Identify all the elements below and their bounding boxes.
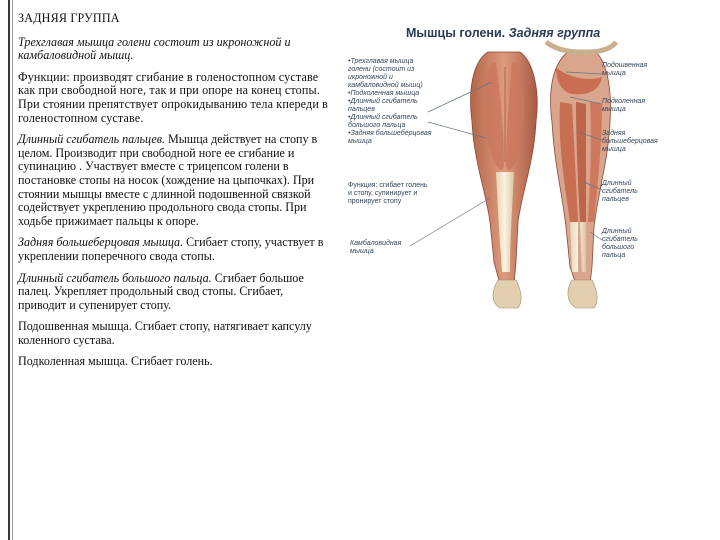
flexor-digitorum-paragraph [18, 133, 330, 228]
label-flexor-digitorum-longus: Длинный сгибатель пальцев [602, 180, 638, 203]
flexor-hallucis-desc: Сгибает большое палец. Укрепляет продольный свод стопы. Сгибает, приводит и супенирует стопу. [18, 270, 304, 312]
figure-title: Мышцы голени. Задняя группа [406, 26, 601, 40]
label-function: Функция: сгибает голень и стопу, супинирует и пронирует стопу [348, 182, 428, 205]
label-soleus: Камбаловидная мышца [350, 240, 402, 255]
triceps-paragraph: Трехглавая мышца голени состоит из икроножной и камбаловидной мышц. [18, 34, 291, 63]
flexor-hallucis-paragraph [18, 272, 330, 313]
left-border-rule-thin [12, 0, 13, 540]
left-leg-gastrocnemius [471, 52, 538, 308]
anatomy-figure [340, 22, 658, 322]
text-column [18, 12, 330, 377]
label-triceps-list: •Трехглавая мышца голени (состоит из икроножной и камбаловидной мышц) •Подколенная мышца •Длинный сгибатель пальцев •Длинный сгибатель большого пальца •Задняя большеберцовая мышца [348, 58, 432, 145]
label-flexor-hallucis-longus: Длинный сгибатель большого пальца [602, 228, 638, 259]
label-tibialis-posterior: Задняя большеберцовая мышца [602, 130, 658, 153]
popliteus-paragraph: Подколенная мышца. Сгибает голень. [18, 354, 213, 369]
label-plantaris: Подошвенная мышца [602, 62, 648, 77]
slide-heading: ЗАДНЯЯ ГРУППА [18, 11, 120, 25]
label-popliteus: Подколенная мышца [602, 98, 646, 113]
tibialis-desc: Сгибает стопу, участвует в укреплении поперечного свода стопы. [18, 235, 324, 263]
plantaris-paragraph: Подошвенная мышца. Сгибает стопу, натягивает капсулу коленного сустава. [18, 319, 312, 347]
left-border-rule [8, 0, 10, 540]
flexor-digitorum-name: Длинный сгибатель пальцев. [18, 132, 165, 147]
flexor-hallucis-name: Длинный сгибатель большого пальца. [18, 270, 212, 285]
functions-paragraph: Функции: производят сгибание в голеностопном суставе как при свободной ноге, так и при опоре на конец стопы. При стоянии препятствует опрокидыванию тела кпереди в голеностопном суставе. [18, 69, 328, 125]
tibialis-name: Задняя большеберцовая мышца. [18, 235, 184, 250]
flexor-digitorum-desc: Мышца действует на стопу в целом. Производит при свободной ноге ее сгибание и супинацию . Участвует вместе с трицепсом голени в постановке стопы на носок (хождение на цыпочках). При стоянии мышцы вместе с длинной подошвенной связкой содействует укреплению продольного свода стопы. При ходьбе прижимает пальцы к опоре. [18, 132, 318, 228]
tibialis-paragraph [18, 236, 330, 263]
right-leg-deep-muscles [546, 42, 616, 308]
